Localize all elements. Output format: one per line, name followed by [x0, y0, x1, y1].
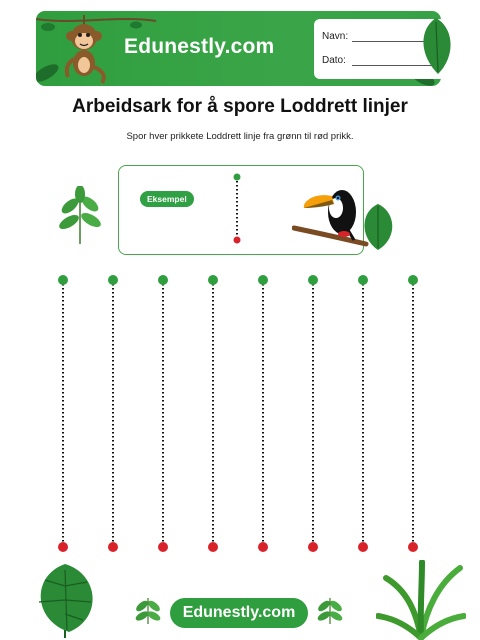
end-dot [208, 542, 218, 552]
tracing-line[interactable] [408, 275, 418, 552]
tracing-line[interactable] [158, 275, 168, 552]
name-field[interactable] [322, 31, 348, 42]
monstera-leaf-icon [358, 202, 398, 252]
start-dot [308, 275, 318, 285]
name-label: Navn: [322, 31, 349, 42]
start-dot [58, 275, 68, 285]
leaf-icon [315, 592, 345, 626]
start-dot [358, 275, 368, 285]
start-dot [158, 275, 168, 285]
end-dot [308, 542, 318, 552]
page-title: Arbeidsark for å spore Loddrett linjer [72, 96, 408, 117]
start-dot [208, 275, 218, 285]
start-dot [258, 275, 268, 285]
monkey-icon [54, 15, 114, 85]
monstera-leaf-icon [25, 560, 105, 640]
end-dot [108, 542, 118, 552]
tracing-line[interactable] [208, 275, 218, 552]
end-dot [58, 542, 68, 552]
instruction-text: Spor hver prikkete Loddrett linje fra grønn til rød prikk. [126, 131, 354, 142]
end-dot [158, 542, 168, 552]
monstera-leaf-icon [416, 16, 456, 76]
example-start-dot [234, 174, 241, 181]
end-dot [258, 542, 268, 552]
start-dot [108, 275, 118, 285]
example-trace-line [227, 168, 247, 248]
date-field[interactable] [322, 55, 346, 66]
leaf-icon [133, 592, 163, 626]
tracing-lines-area[interactable] [0, 272, 480, 562]
brand-title: Edunestly.com [124, 35, 275, 58]
tracing-line[interactable] [308, 275, 318, 552]
start-dot [408, 275, 418, 285]
footer-brand: Edunestly.com [170, 598, 308, 628]
header-banner [36, 11, 441, 86]
leaf-icon [55, 186, 105, 246]
example-badge: Eksempel [140, 191, 194, 207]
tracing-line[interactable] [258, 275, 268, 552]
fern-icon [376, 560, 466, 640]
example-end-dot [234, 237, 241, 244]
tracing-line[interactable] [58, 275, 68, 552]
tracing-line[interactable] [358, 275, 368, 552]
end-dot [408, 542, 418, 552]
tracing-line[interactable] [108, 275, 118, 552]
end-dot [358, 542, 368, 552]
date-label: Dato: [322, 55, 346, 66]
